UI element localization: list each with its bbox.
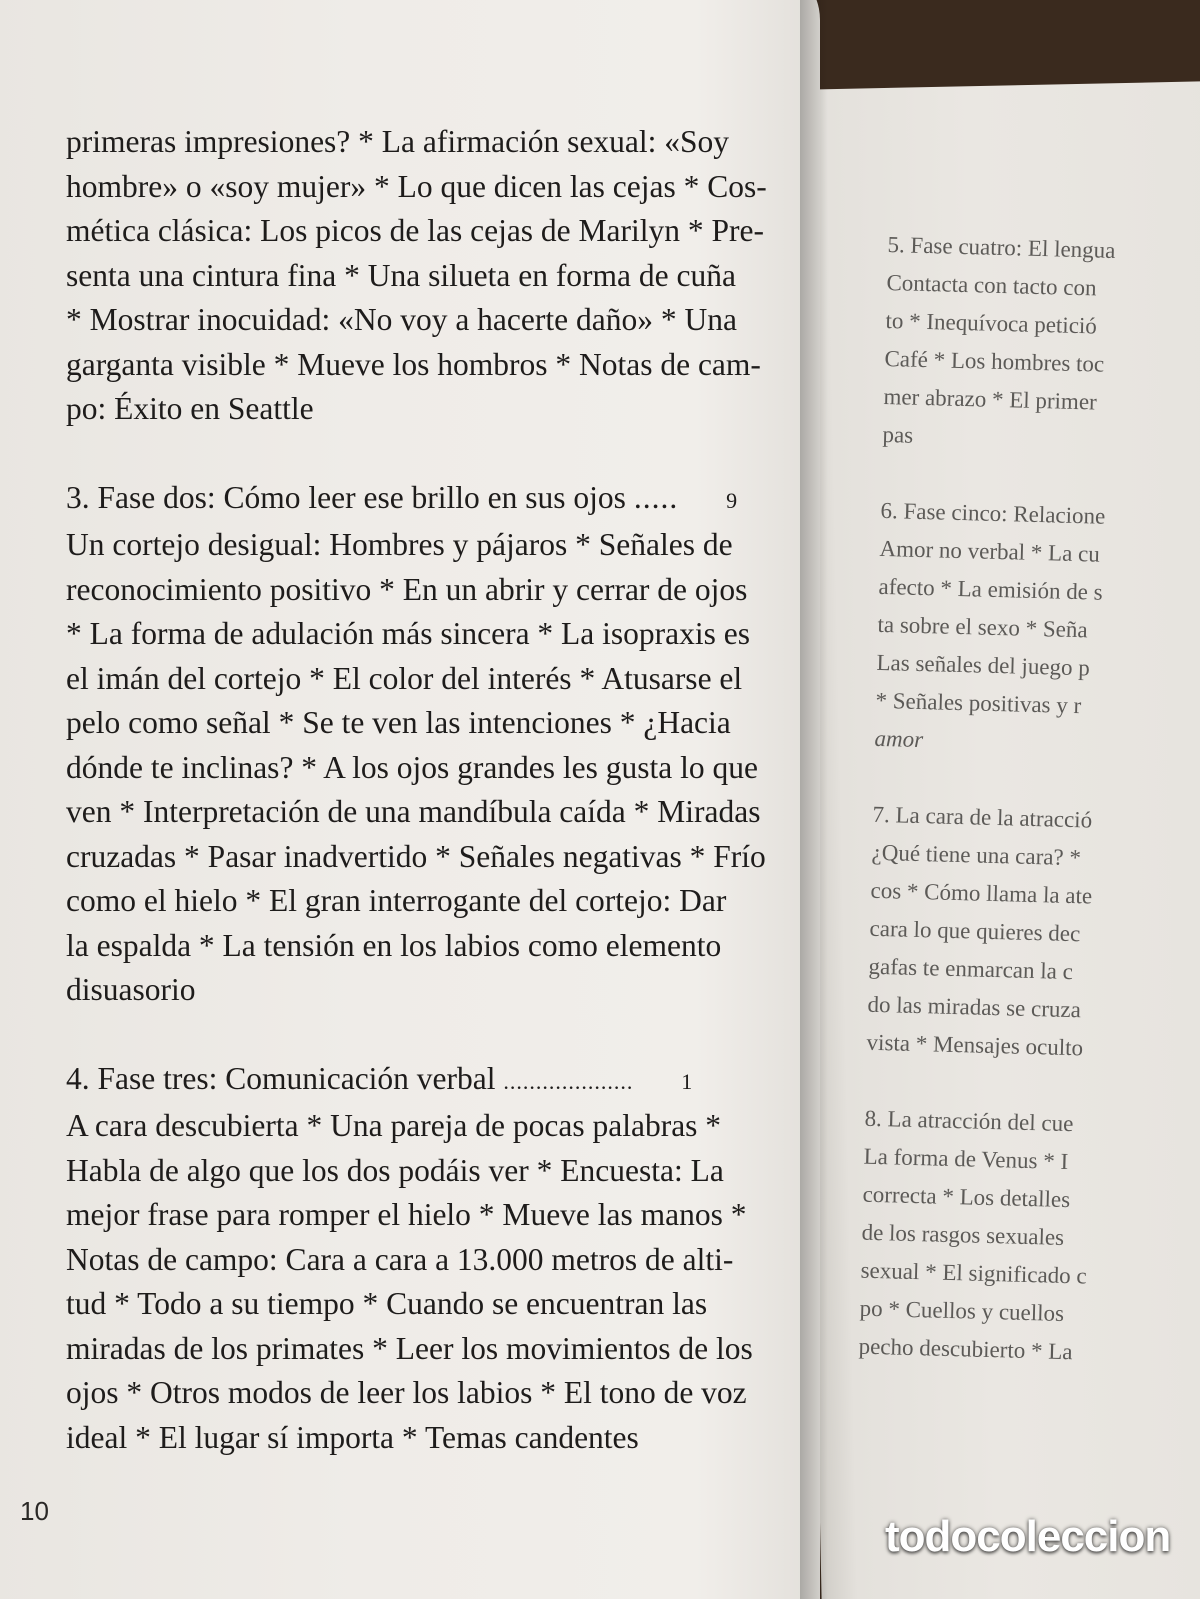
watermark-logo: todocoleccion	[885, 1512, 1171, 1561]
toc-line: cos * Cómo llama la ate	[870, 877, 1093, 909]
toc-line: pelo como señal * Se te ven las intenciones * ¿Hacia	[66, 705, 731, 740]
toc-chapter-5	[882, 226, 1200, 462]
toc-line: miradas de los primates * Leer los movimientos de los	[66, 1330, 753, 1366]
toc-line: Las señales del juego p	[876, 649, 1091, 681]
right-page-text	[857, 226, 1200, 1412]
toc-line: pecho descubierto * La	[858, 1333, 1073, 1365]
toc-line: vista * Mensajes oculto	[866, 1029, 1084, 1061]
toc-line: po * Cuellos y cuellos	[859, 1295, 1065, 1326]
toc-line: A cara descubierta * Una pareja de pocas palabras *	[66, 1108, 722, 1143]
toc-line: po: Éxito en Seattle	[66, 391, 314, 426]
toc-line: * Mostrar inocuidad: «No voy a hacerte daño» * Una	[66, 302, 737, 337]
toc-line: Contacta con tacto con	[886, 269, 1097, 301]
chapter-4-leader-dots: ....................	[503, 1068, 634, 1094]
toc-line: Habla de algo que los dos podáis ver * Encuesta: La	[66, 1152, 724, 1188]
toc-chapter-3	[66, 476, 806, 1013]
toc-line: sexual * El significado c	[860, 1257, 1088, 1289]
chapter-4-page: 1	[681, 1068, 693, 1094]
toc-line: 8. La atracción del cue	[864, 1105, 1074, 1137]
toc-line: de los rasgos sexuales	[861, 1219, 1065, 1250]
chapter-3-heading-line	[66, 476, 806, 524]
toc-line: do las miradas se cruza	[867, 991, 1082, 1023]
toc-chapter-7	[866, 796, 1193, 1070]
toc-line: senta una cintura fina * Una silueta en forma de cuña	[66, 257, 736, 293]
toc-line: primeras impresiones? * La afirmación sexual: «Soy	[66, 124, 730, 159]
toc-line: cara lo que quieres dec	[869, 915, 1081, 947]
toc-line: afecto * La emisión de s	[878, 573, 1103, 605]
toc-line: Amor no verbal * La cu	[879, 535, 1101, 567]
chapter-3-leader-dots: .....	[633, 479, 679, 515]
toc-chapter-6	[874, 492, 1200, 766]
toc-line: hombre» o «soy mujer» * Lo que dicen las cejas * Cos-	[66, 168, 767, 204]
toc-chapter-4	[66, 1057, 806, 1461]
toc-line: cruzadas * Pasar inadvertido * Señales negativas * Frío	[66, 838, 766, 874]
chapter-3-page: 9	[726, 487, 738, 513]
toc-line: * La forma de adulación más sincera * La isopraxis es	[66, 616, 751, 651]
toc-line: Café * Los hombres toc	[884, 345, 1105, 377]
toc-line: garganta visible * Mueve los hombros * Notas de cam-	[66, 346, 761, 382]
toc-line: 6. Fase cinco: Relacione	[880, 497, 1106, 529]
toc-line: pas	[882, 421, 914, 448]
chapter-4-heading-line	[66, 1057, 806, 1105]
toc-line: 5. Fase cuatro: El lengua	[887, 231, 1116, 263]
toc-line: disuasorio	[66, 972, 196, 1007]
left-page-text	[66, 120, 806, 1504]
toc-line: como el hielo * El gran interrogante del cortejo: Dar	[66, 883, 727, 918]
chapter-3-heading: 3. Fase dos: Cómo leer ese brillo en sus ojos	[66, 479, 626, 515]
toc-italic-word: amor	[874, 725, 924, 753]
toc-line: ven * Interpretación de una mandíbula caída * Miradas	[66, 794, 761, 829]
toc-line: correcta * Los detalles	[862, 1181, 1071, 1213]
chapter-4-heading: 4. Fase tres: Comunicación verbal	[66, 1060, 496, 1096]
toc-line: ojos * Otros modos de leer los labios * El tono de voz	[66, 1375, 747, 1410]
toc-line: La forma de Venus * I	[863, 1143, 1069, 1175]
toc-intro-block	[66, 120, 806, 432]
toc-line: to * Inequívoca petició	[885, 307, 1098, 339]
toc-line: * Señales positivas y r	[875, 687, 1082, 719]
toc-line: mer abrazo * El primer	[883, 383, 1098, 415]
toc-line: reconocimiento positivo * En un abrir y cerrar de ojos	[66, 571, 748, 607]
toc-line: 7. La cara de la atracció	[872, 801, 1093, 833]
toc-line: tud * Todo a su tiempo * Cuando se encuentran las	[66, 1286, 708, 1321]
toc-line: mejor frase para romper el hielo * Mueve las manos *	[66, 1197, 747, 1232]
toc-line: ¿Qué tiene una cara? *	[871, 839, 1082, 871]
toc-line: ta sobre el sexo * Seña	[877, 611, 1088, 643]
toc-chapter-8	[858, 1100, 1185, 1374]
page-number: 10	[20, 1496, 49, 1526]
toc-line: mética clásica: Los picos de las cejas de Marilyn * Pre-	[66, 213, 764, 248]
toc-line: dónde te inclinas? * A los ojos grandes les gusta lo que	[66, 749, 759, 785]
toc-line: el imán del cortejo * El color del interés * Atusarse el	[66, 660, 743, 696]
toc-line: Notas de campo: Cara a cara a 13.000 metros de alti-	[66, 1241, 734, 1277]
toc-line: ideal * El lugar sí importa * Temas candentes	[66, 1419, 639, 1455]
toc-line: la espalda * La tensión en los labios como elemento	[66, 927, 722, 963]
toc-line: Un cortejo desigual: Hombres y pájaros * Señales de	[66, 527, 733, 562]
toc-line: gafas te enmarcan la c	[868, 953, 1074, 985]
